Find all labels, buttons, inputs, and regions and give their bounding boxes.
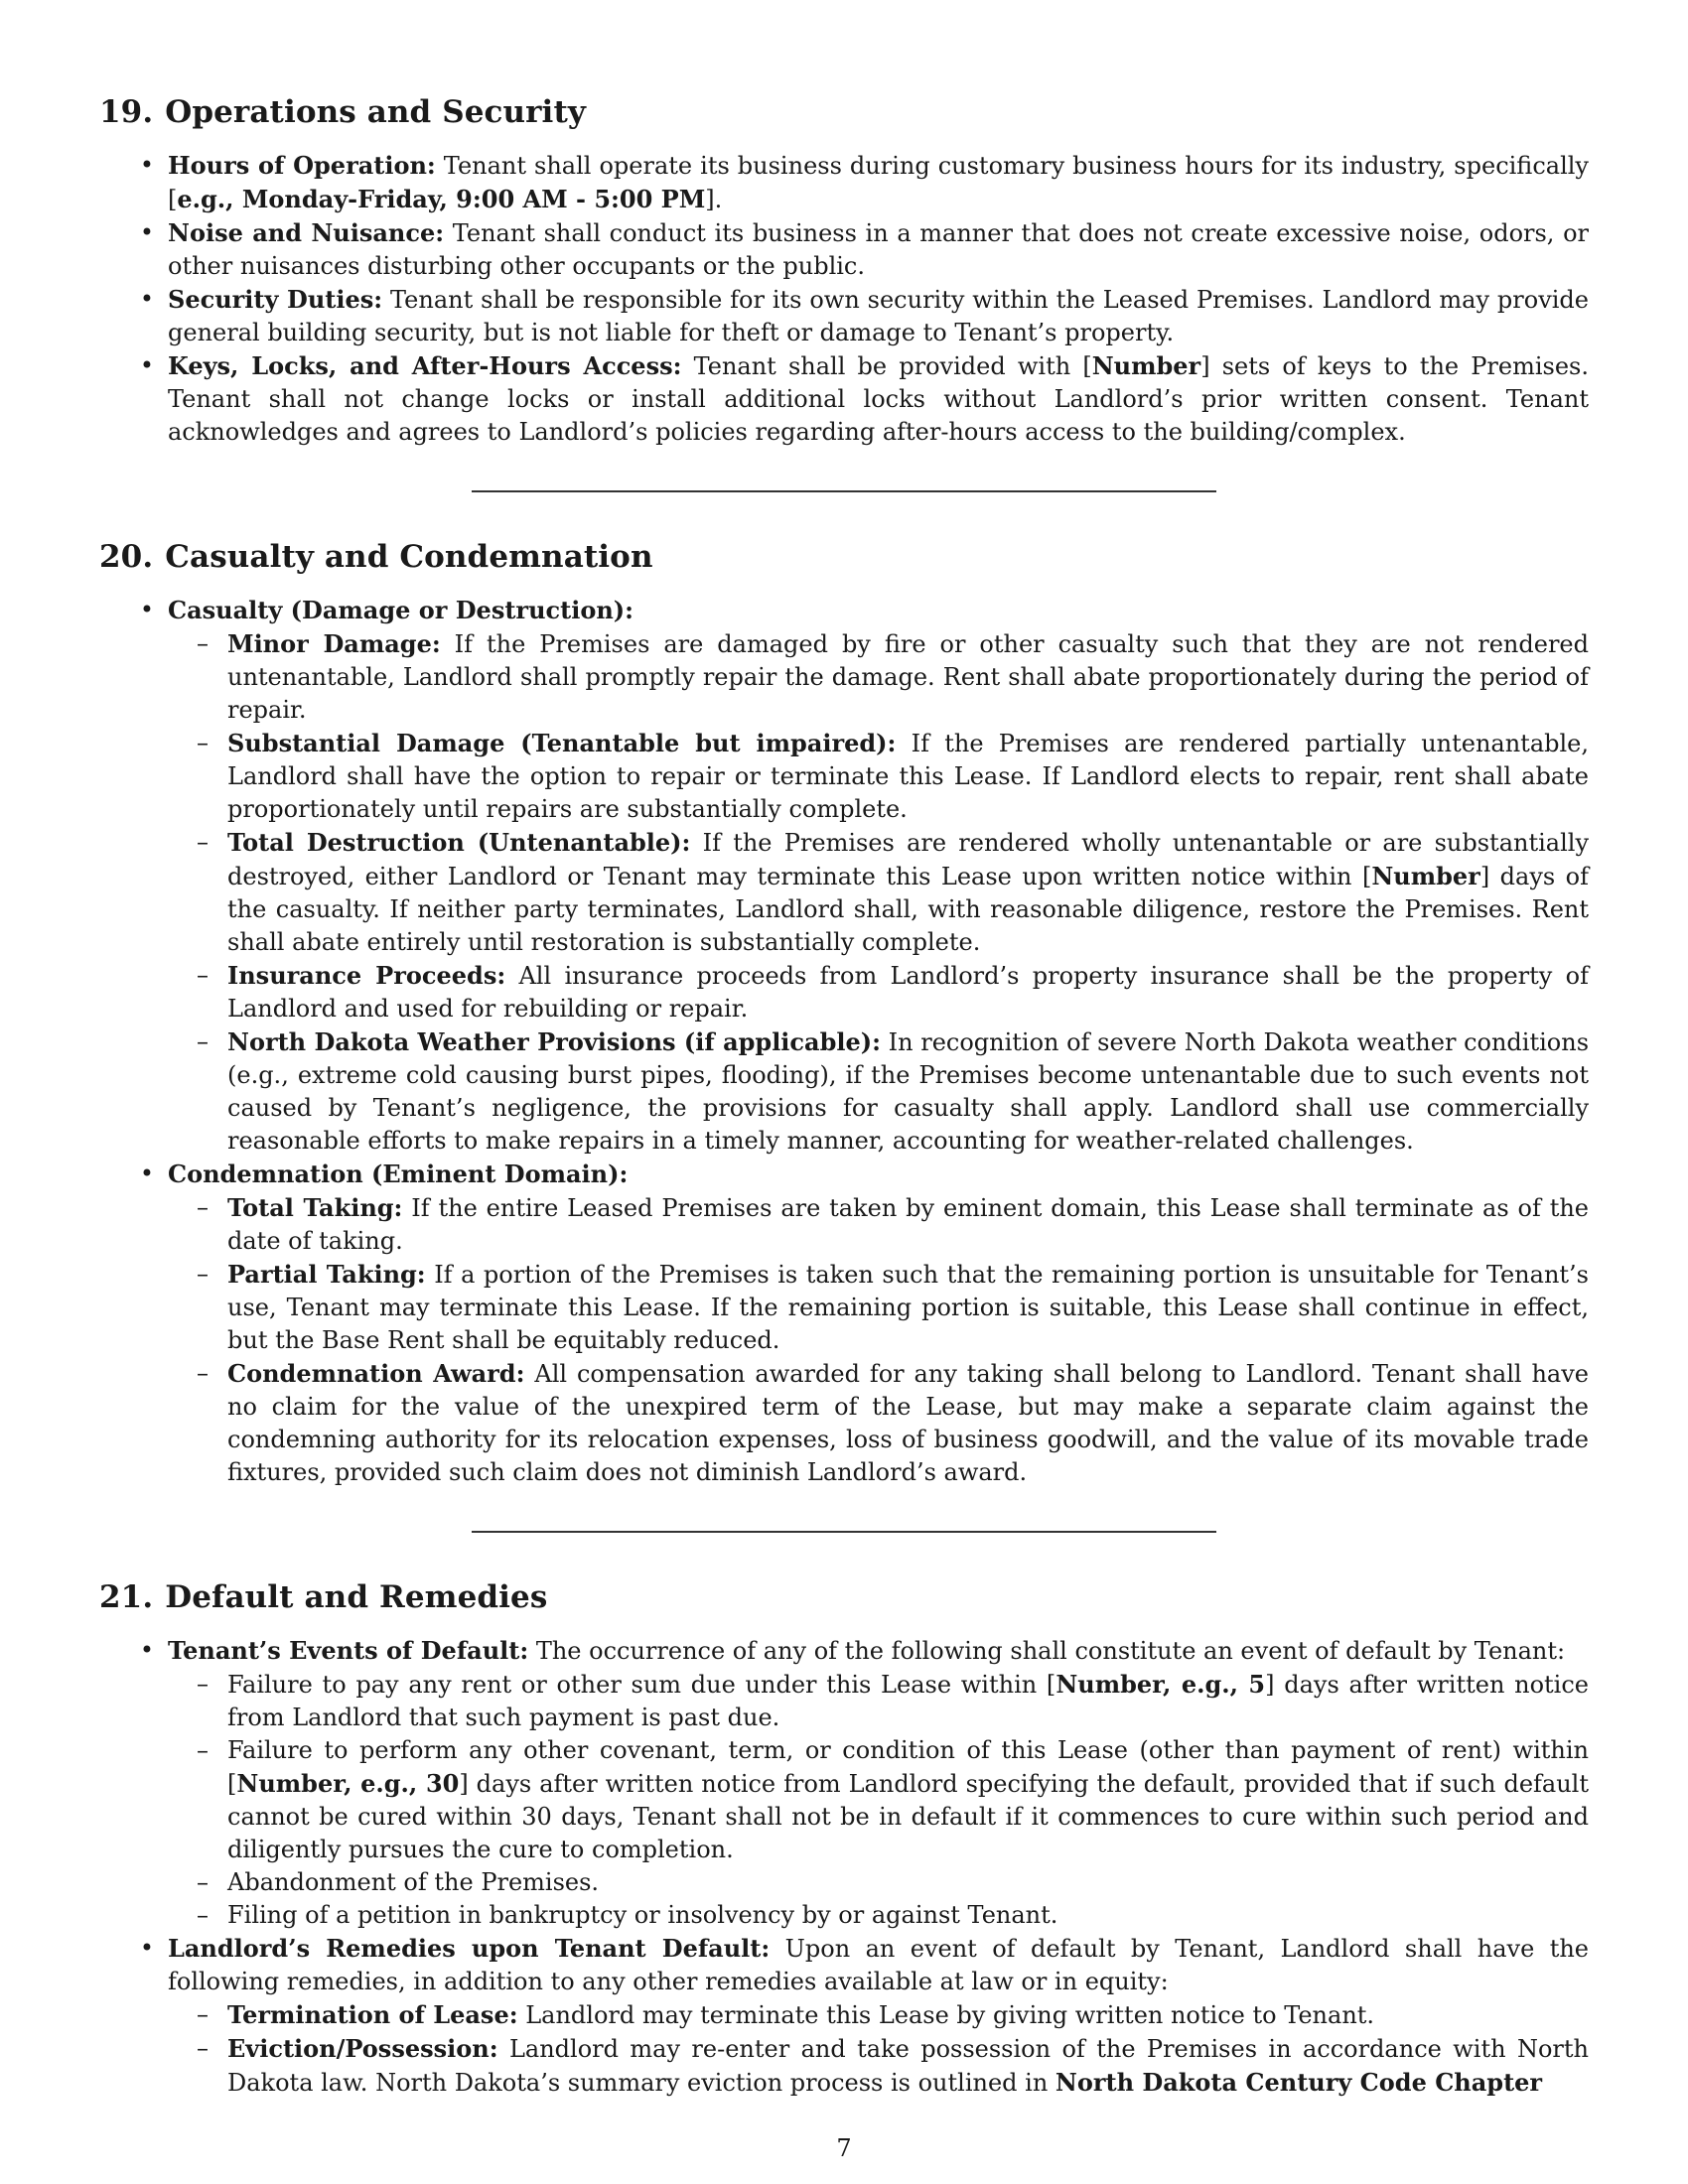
sub-list-item: – Substantial Damage (Tenantable but impaired): If the Premises are rendered partially untenantable, Landlord shall have the option to repair or terminate this Lease. If Landlord elects to repair, rent shall abate proportionately until repairs are substantially complete.	[168, 727, 1589, 826]
bullet-icon: •	[139, 285, 155, 313]
list-item: • Condemnation (Eminent Domain): – Total Taking: If the entire Leased Premises are taken by eminent domain, this Lease shall terminate as of the date of taking. – Partial Taking: If a portion of the Premises is taken such that the remaining portion is unsuitable for Tenant’s use, Tenant may terminate this Lease. If the remaining portion is suitable, this Lease shall continue in effect, but the Base Rent shall be equitably reduced. – Condemnation Award: All compensation awarded for any taking shall belong to Landlord. Tenant shall have no claim for the value of the unexpired term of the Lease, but may make a separate claim against the condemning authority for its relocation expenses, loss of business goodwill, and the value of its movable trade fixtures, provided such claim does not diminish Landlord’s award.	[99, 1158, 1589, 1489]
bullet-icon: •	[139, 1636, 155, 1664]
section-heading: 19. Operations and Security	[99, 94, 586, 130]
dash-icon: –	[197, 1260, 209, 1288]
sub-list-item: – Partial Taking: If a portion of the Premises is taken such that the remaining portion is unsuitable for Tenant’s use, Tenant may terminate this Lease. If the remaining portion is suitable, this Lease shall continue in effect, but the Base Rent shall be equitably reduced.	[168, 1258, 1589, 1357]
sub-list-item: – Failure to perform any other covenant, term, or condition of this Lease (other than payment of rent) within [Number, e.g., 30] days after written notice from Landlord specifying the default, provided that if such default cannot be cured within 30 days, Tenant shall not be in default if it commences to cure within such period and diligently pursues the cure to completion.	[168, 1734, 1589, 1866]
dash-icon: –	[197, 1736, 209, 1764]
dash-icon: –	[197, 2034, 209, 2062]
sub-list-item: – Total Taking: If the entire Leased Premises are taken by eminent domain, this Lease shall terminate as of the date of taking.	[168, 1191, 1589, 1258]
bullet-list	[99, 594, 1589, 1489]
dash-icon: –	[197, 2000, 209, 2028]
bullet-icon: •	[139, 596, 155, 623]
bullet-icon: •	[139, 1160, 155, 1187]
list-item: • Hours of Operation: Tenant shall operate its business during customary business hours for its industry, specifically [e.g., Monday-Friday, 9:00 AM - 5:00 PM].	[99, 149, 1589, 216]
section-19	[99, 93, 1589, 449]
dash-icon: –	[197, 629, 209, 657]
list-item: • Casualty (Damage or Destruction): – Minor Damage: If the Premises are damaged by fire or other casualty such that they are not rendered untenantable, Landlord shall promptly repair the damage. Rent shall abate proportionately during the period of repair. – Substantial Damage (Tenantable but impaired): If the Premises are rendered partially untenantable, Landlord shall have the option to repair or terminate this Lease. If Landlord elects to repair, rent shall abate proportionately until repairs are substantially complete. – Total Destruction (Untenantable): If the Premises are rendered wholly untenantable or are substantially destroyed, either Landlord or Tenant may terminate this Lease upon written notice within [Number] days of the casualty. If neither party terminates, Landlord shall, with reasonable diligence, restore the Premises. Rent shall abate entirely until restoration is substantially complete. – Insurance Proceeds: All insurance proceeds from Landlord’s property insurance shall be the property of Landlord and used for rebuilding or repair. – North Dakota Weather Provisions (if applicable): In recognition of severe North Dakota weather conditions (e.g., extreme cold causing burst pipes, flooding), if the Premises become untenantable due to such events not caused by Tenant’s negligence, the provisions for casualty shall apply. Landlord shall use commercially reasonable efforts to make repairs in a timely manner, accounting for weather-related challenges.	[99, 594, 1589, 1158]
section-heading: 20. Casualty and Condemnation	[99, 539, 653, 575]
bullet-list	[99, 1634, 1589, 2100]
bullet-icon: •	[139, 1934, 155, 1962]
dash-icon: –	[197, 1359, 209, 1387]
bullet-list	[99, 149, 1589, 449]
bullet-icon: •	[139, 351, 155, 379]
list-item: • Landlord’s Remedies upon Tenant Default: Upon an event of default by Tenant, Landlord shall have the following remedies, in addition to any other remedies available at law or in equity: – Termination of Lease: Landlord may terminate this Lease by giving written notice to Tenant. – Eviction/Possession: Landlord may re-enter and take possession of the Premises in accordance with North Dakota law. North Dakota’s summary eviction process is outlined in North Dakota Century Code Chapter	[99, 1932, 1589, 2100]
bullet-icon: •	[139, 218, 155, 246]
dash-icon: –	[197, 1868, 209, 1896]
bullet-icon: •	[139, 151, 155, 179]
dash-icon: –	[197, 729, 209, 756]
sub-list	[168, 1668, 1589, 1932]
sub-list-item: – Abandonment of the Premises.	[168, 1866, 1589, 1899]
dash-icon: –	[197, 1193, 209, 1221]
sub-list-item: – North Dakota Weather Provisions (if applicable): In recognition of severe North Dakota weather conditions (e.g., extreme cold causing burst pipes, flooding), if the Premises become untenantable due to such events not caused by Tenant’s negligence, the provisions for casualty shall apply. Landlord shall use commercially reasonable efforts to make repairs in a timely manner, accounting for weather-related challenges.	[168, 1025, 1589, 1158]
list-item: • Tenant’s Events of Default: The occurrence of any of the following shall constitute an event of default by Tenant: – Failure to pay any rent or other sum due under this Lease within [Number, e.g., 5] days after written notice from Landlord that such payment is past due. – Failure to perform any other covenant, term, or condition of this Lease (other than payment of rent) within [Number, e.g., 30] days after written notice from Landlord specifying the default, provided that if such default cannot be cured within 30 days, Tenant shall not be in default if it commences to cure within such period and diligently pursues the cure to completion. – Abandonment of the Premises. – Filing of a petition in bankruptcy or insolvency by or against Tenant.	[99, 1634, 1589, 1932]
sub-list-item: – Condemnation Award: All compensation awarded for any taking shall belong to Landlord. Tenant shall have no claim for the value of the unexpired term of the Lease, but may make a separate claim against the condemning authority for its relocation expenses, loss of business goodwill, and the value of its movable trade fixtures, provided such claim does not diminish Landlord’s award.	[168, 1357, 1589, 1489]
sub-list-item: – Termination of Lease: Landlord may terminate this Lease by giving written notice to Tenant.	[168, 1998, 1589, 2032]
section-20	[99, 538, 1589, 1489]
dash-icon: –	[197, 1901, 209, 1929]
section-divider	[472, 1531, 1216, 1533]
sub-list-item: – Filing of a petition in bankruptcy or insolvency by or against Tenant.	[168, 1899, 1589, 1932]
sub-list	[168, 627, 1589, 1158]
dash-icon: –	[197, 961, 209, 989]
dash-icon: –	[197, 1670, 209, 1698]
section-divider	[472, 490, 1216, 492]
list-item: • Security Duties: Tenant shall be responsible for its own security within the Leased Premises. Landlord may provide general building security, but is not liable for theft or damage to Tenant’s property.	[99, 283, 1589, 349]
dash-icon: –	[197, 828, 209, 856]
list-item: • Keys, Locks, and After-Hours Access: Tenant shall be provided with [Number] sets of keys to the Premises. Tenant shall not change locks or install additional locks without Landlord’s prior written consent. Tenant acknowledges and agrees to Landlord’s policies regarding after-hours access to the building/complex.	[99, 349, 1589, 449]
sub-list	[168, 1998, 1589, 2100]
document-page	[99, 93, 1589, 2100]
sub-list-item: – Total Destruction (Untenantable): If the Premises are rendered wholly untenantable or are substantially destroyed, either Landlord or Tenant may terminate this Lease upon written notice within [Number] days of the casualty. If neither party terminates, Landlord shall, with reasonable diligence, restore the Premises. Rent shall abate entirely until restoration is substantially complete.	[168, 826, 1589, 959]
section-heading: 21. Default and Remedies	[99, 1579, 548, 1615]
sub-list-item: – Eviction/Possession: Landlord may re-enter and take possession of the Premises in accordance with North Dakota law. North Dakota’s summary eviction process is outlined in North Dakota Century Code Chapter	[168, 2032, 1589, 2100]
sub-list	[168, 1191, 1589, 1489]
sub-list-item: – Failure to pay any rent or other sum due under this Lease within [Number, e.g., 5] days after written notice from Landlord that such payment is past due.	[168, 1668, 1589, 1734]
list-item: • Noise and Nuisance: Tenant shall conduct its business in a manner that does not create excessive noise, odors, or other nuisances disturbing other occupants or the public.	[99, 216, 1589, 283]
page-number: 7	[836, 2134, 852, 2162]
sub-list-item: – Minor Damage: If the Premises are damaged by fire or other casualty such that they are not rendered untenantable, Landlord shall promptly repair the damage. Rent shall abate proportionately during the period of repair.	[168, 627, 1589, 727]
sub-list-item: – Insurance Proceeds: All insurance proceeds from Landlord’s property insurance shall be the property of Landlord and used for rebuilding or repair.	[168, 959, 1589, 1025]
dash-icon: –	[197, 1027, 209, 1055]
section-21	[99, 1578, 1589, 2100]
